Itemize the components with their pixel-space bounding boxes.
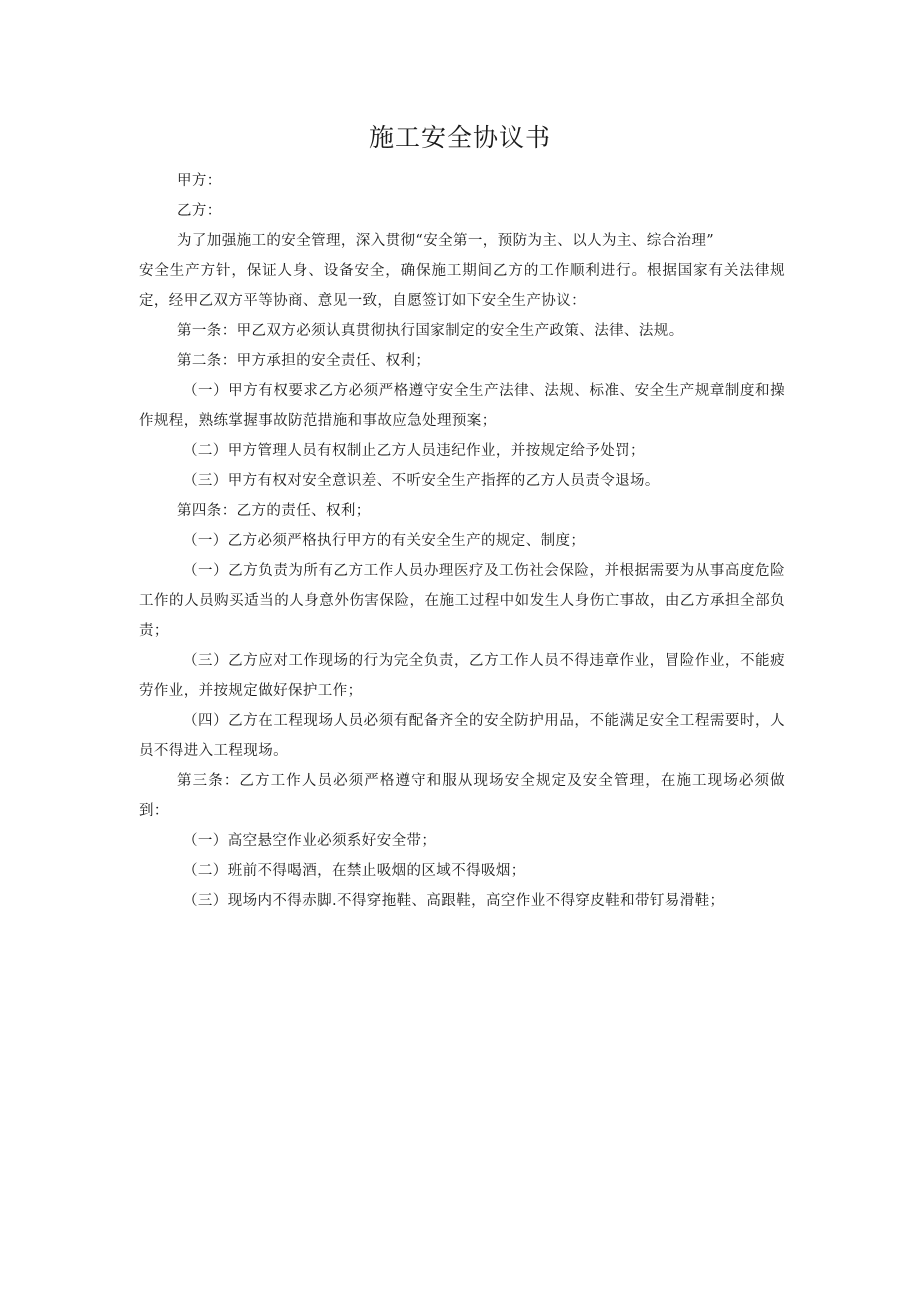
article-4-item-3: （三）乙方应对工作现场的行为完全负责，乙方工作人员不得违章作业，冒险作业，不能疲劳作业，并按规定做好保护工作； bbox=[139, 653, 785, 699]
article-4-item-2: （一）乙方负责为所有乙方工作人员办理医疗及工伤社会保险，并根据需要为从事高度危险工作的人员购买适当的人身意外伤害保险，在施工过程中如发生人身伤亡事故，由乙方承担全部负责； bbox=[139, 563, 785, 639]
preamble-paragraph-1: 为了加强施工的安全管理，深入贯彻“安全第一，预防为主、以人为主、综合治理” bbox=[177, 233, 715, 249]
article-2-item-1: （一）甲方有权要求乙方必须严格遵守安全生产法律、法规、标准、安全生产规章制度和操作规程，熟练掌握事故防范措施和事故应急处理预案； bbox=[139, 383, 785, 429]
article-3-item-1: （一）高空悬空作业必须系好安全带； bbox=[183, 833, 437, 849]
article-4-item-4: （四）乙方在工程现场人员必须有配备齐全的安全防护用品，不能满足安全工程需要时，人员不得进入工程现场。 bbox=[139, 713, 785, 759]
article-2-item-3: （三）甲方有权对安全意识差、不听安全生产指挥的乙方人员责令退场。 bbox=[183, 473, 660, 489]
article-1: 第一条：甲乙双方必须认真贯彻执行国家制定的安全生产政策、法律、法规。 bbox=[177, 323, 684, 339]
article-4-item-1: （一）乙方必须严格执行甲方的有关安全生产的规定、制度； bbox=[183, 533, 586, 549]
document-title: 施工安全协议书 bbox=[368, 123, 551, 152]
article-3-item-2: （二）班前不得喝酒，在禁止吸烟的区域不得吸烟； bbox=[183, 863, 526, 879]
party-b-line: 乙方： bbox=[177, 203, 222, 219]
party-a-line: 甲方： bbox=[177, 173, 222, 189]
document-body bbox=[139, 166, 785, 916]
article-4-heading: 第四条：乙方的责任、权利； bbox=[177, 503, 371, 519]
article-2-heading: 第二条：甲方承担的安全责任、权利； bbox=[177, 353, 431, 369]
article-3-heading: 第三条：乙方工作人员必须严格遵守和服从现场安全规定及安全管理，在施工现场必须做到： bbox=[139, 773, 785, 819]
article-2-item-2: （二）甲方管理人员有权制止乙方人员违纪作业，并按规定给予处罚； bbox=[183, 443, 645, 459]
preamble-paragraph-2: 安全生产方针，保证人身、设备安全，确保施工期间乙方的工作顺利进行。根据国家有关法律规定，经甲乙双方平等协商、意见一致，自愿签订如下安全生产协议： bbox=[139, 263, 785, 309]
article-3-item-3: （三）现场内不得赤脚.不得穿拖鞋、高跟鞋，高空作业不得穿皮鞋和带钉易滑鞋； bbox=[183, 893, 725, 909]
